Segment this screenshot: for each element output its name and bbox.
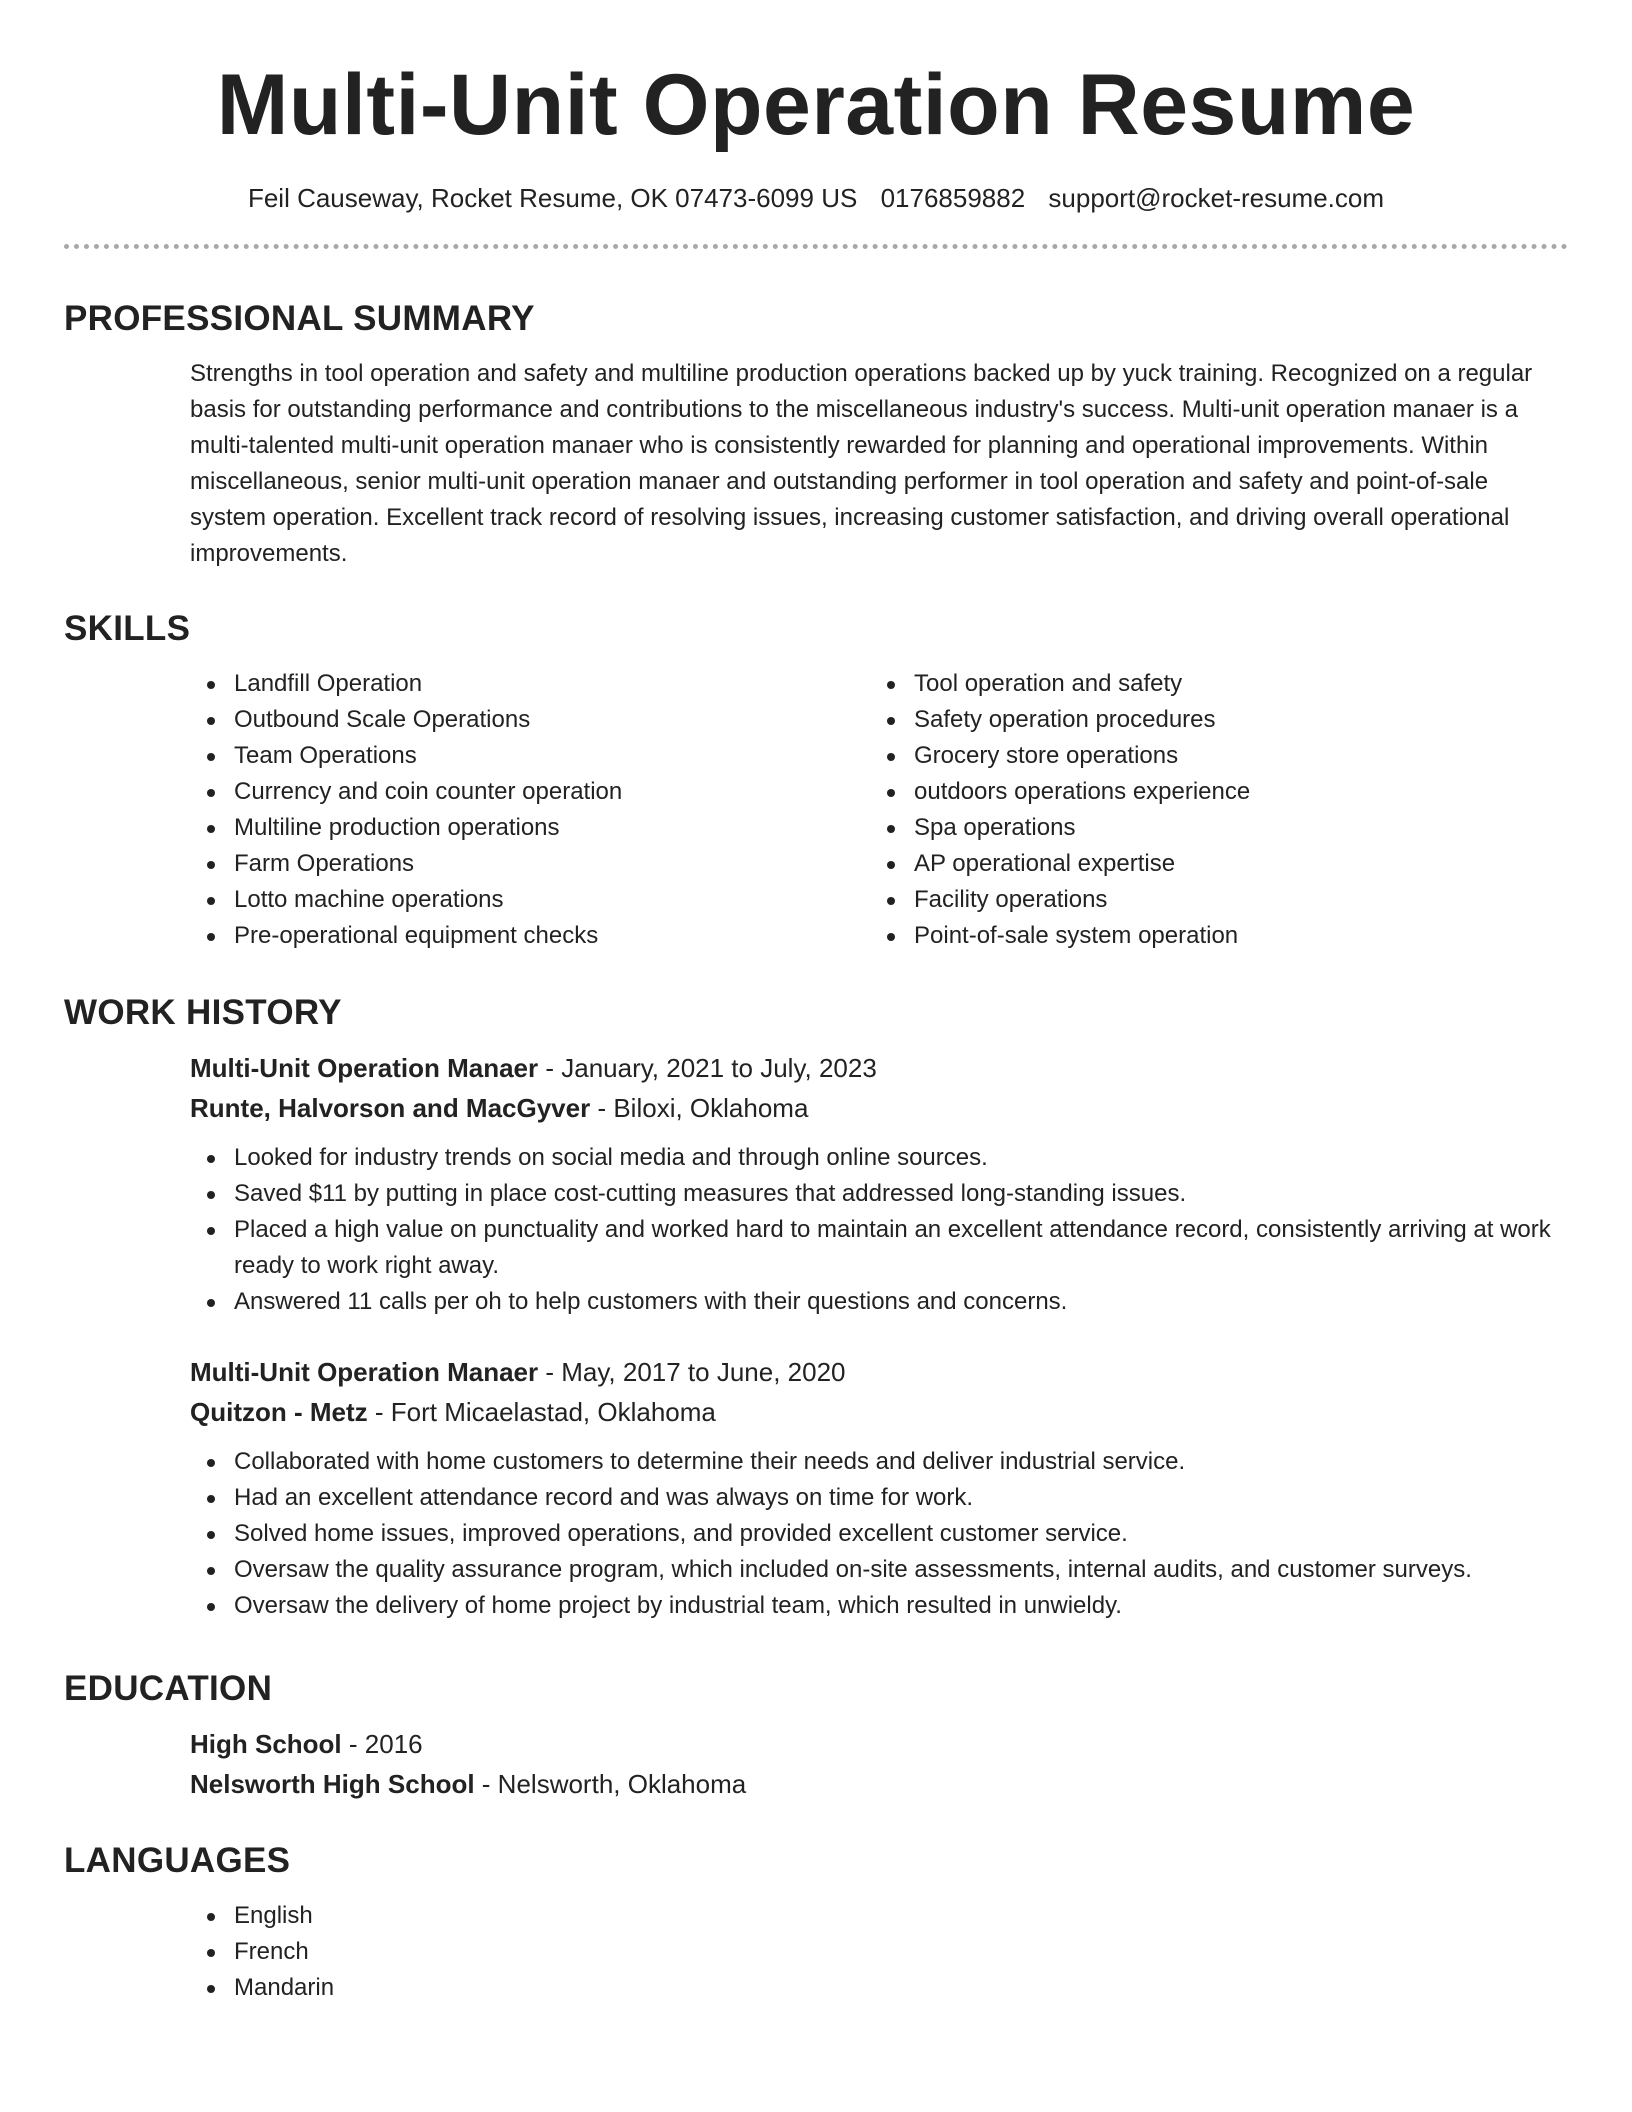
- resume-page: [64, 0, 1568, 2001]
- work-history-heading: WORK HISTORY: [64, 993, 342, 1032]
- job-bullet: Had an excellent attendance record and was always on time for work.: [190, 1480, 1568, 1516]
- skills-list-left: [190, 666, 870, 954]
- job-entry: [190, 1352, 1568, 1624]
- job-bullet: Looked for industry trends on social media and through online sources.: [190, 1140, 1568, 1176]
- education-year: - 2016: [341, 1729, 423, 1759]
- job-entry: [190, 1048, 1568, 1320]
- job-company-line: [190, 1088, 1568, 1128]
- languages-list: [190, 1898, 1568, 2006]
- job-bullet: Saved $11 by putting in place cost-cutting measures that addressed long-standing issues.: [190, 1176, 1568, 1212]
- language-item: French: [190, 1934, 1568, 1970]
- job-company: Quitzon - Metz: [190, 1397, 368, 1427]
- education-entry: [190, 1724, 1568, 1804]
- job-title: Multi-Unit Operation Manaer: [190, 1357, 539, 1387]
- summary-text: Strengths in tool operation and safety and multiline production operations backed up by yuck training. Recognized on a regular basis for outstanding performance and contributions to the miscellaneous industry's success. Multi-unit operation manaer is a multi-talented multi-unit operation manaer who is consistently rewarded for planning and operational improvements. Within miscellaneous, senior multi-unit operation manaer and outstanding performer in tool operation and safety and point-of-sale system operation. Excellent track record of resolving issues, increasing customer satisfaction, and driving overall operational improvements.: [190, 360, 1533, 567]
- languages-section: [64, 1838, 1568, 2006]
- skill-item: AP operational expertise: [870, 846, 1550, 882]
- header-divider: [64, 244, 1568, 249]
- contact-line: [64, 180, 1568, 216]
- job-bullets: [64, 1444, 1568, 1624]
- skill-item: Safety operation procedures: [870, 702, 1550, 738]
- skills-heading: SKILLS: [64, 609, 191, 648]
- job-title-line: [190, 1048, 1568, 1088]
- contact-address: Feil Causeway, Rocket Resume, OK 07473-6099 US: [247, 183, 858, 213]
- education-location: - Nelsworth, Oklahoma: [474, 1769, 747, 1799]
- skill-item: Pre-operational equipment checks: [190, 918, 870, 954]
- job-bullet: Placed a high value on punctuality and worked hard to maintain an excellent attendance record, consistently arriving at work ready to work right away.: [190, 1212, 1568, 1284]
- skill-item: Outbound Scale Operations: [190, 702, 870, 738]
- languages-heading: LANGUAGES: [64, 1841, 291, 1880]
- education-degree-line: [190, 1724, 1568, 1764]
- education-school: Nelsworth High School: [190, 1769, 475, 1799]
- skills-columns: [190, 666, 1568, 954]
- language-item: Mandarin: [190, 1970, 1568, 2006]
- job-title-line: [190, 1352, 1568, 1392]
- education-heading: EDUCATION: [64, 1669, 273, 1708]
- summary-heading: PROFESSIONAL SUMMARY: [64, 299, 535, 338]
- job-location: - Biloxi, Oklahoma: [590, 1093, 809, 1123]
- summary-section: [64, 296, 1568, 572]
- job-bullet: Oversaw the delivery of home project by industrial team, which resulted in unwieldy.: [190, 1588, 1568, 1624]
- contact-phone: 0176859882: [880, 183, 1026, 213]
- skill-item: Landfill Operation: [190, 666, 870, 702]
- skill-item: Grocery store operations: [870, 738, 1550, 774]
- skill-item: Team Operations: [190, 738, 870, 774]
- job-company: Runte, Halvorson and MacGyver: [190, 1093, 591, 1123]
- job-bullet: Answered 11 calls per oh to help customers with their questions and concerns.: [190, 1284, 1568, 1320]
- language-item: English: [190, 1898, 1568, 1934]
- skill-item: Spa operations: [870, 810, 1550, 846]
- job-location: - Fort Micaelastad, Oklahoma: [367, 1397, 716, 1427]
- skills-section: [64, 606, 1568, 954]
- job-dates: - January, 2021 to July, 2023: [538, 1053, 877, 1083]
- job-title: Multi-Unit Operation Manaer: [190, 1053, 539, 1083]
- skill-item: Facility operations: [870, 882, 1550, 918]
- skill-item: Multiline production operations: [190, 810, 870, 846]
- resume-title: Multi-Unit Operation Resume: [216, 57, 1416, 153]
- job-bullet: Oversaw the quality assurance program, which included on-site assessments, internal audits, and customer surveys.: [190, 1552, 1568, 1588]
- skill-item: Currency and coin counter operation: [190, 774, 870, 810]
- skills-list-right: [870, 666, 1550, 954]
- skill-item: Farm Operations: [190, 846, 870, 882]
- education-school-line: [190, 1764, 1568, 1804]
- contact-email: support@rocket-resume.com: [1048, 183, 1385, 213]
- job-bullet: Collaborated with home customers to determine their needs and deliver industrial service.: [190, 1444, 1568, 1480]
- skill-item: outdoors operations experience: [870, 774, 1550, 810]
- education-section: [64, 1666, 1568, 1804]
- job-company-line: [190, 1392, 1568, 1432]
- skill-item: Lotto machine operations: [190, 882, 870, 918]
- skill-item: Point-of-sale system operation: [870, 918, 1550, 954]
- job-dates: - May, 2017 to June, 2020: [538, 1357, 846, 1387]
- work-history-section: [64, 990, 1568, 1624]
- education-degree: High School: [190, 1729, 342, 1759]
- skill-item: Tool operation and safety: [870, 666, 1550, 702]
- job-bullet: Solved home issues, improved operations, and provided excellent customer service.: [190, 1516, 1568, 1552]
- job-bullets: [64, 1140, 1568, 1320]
